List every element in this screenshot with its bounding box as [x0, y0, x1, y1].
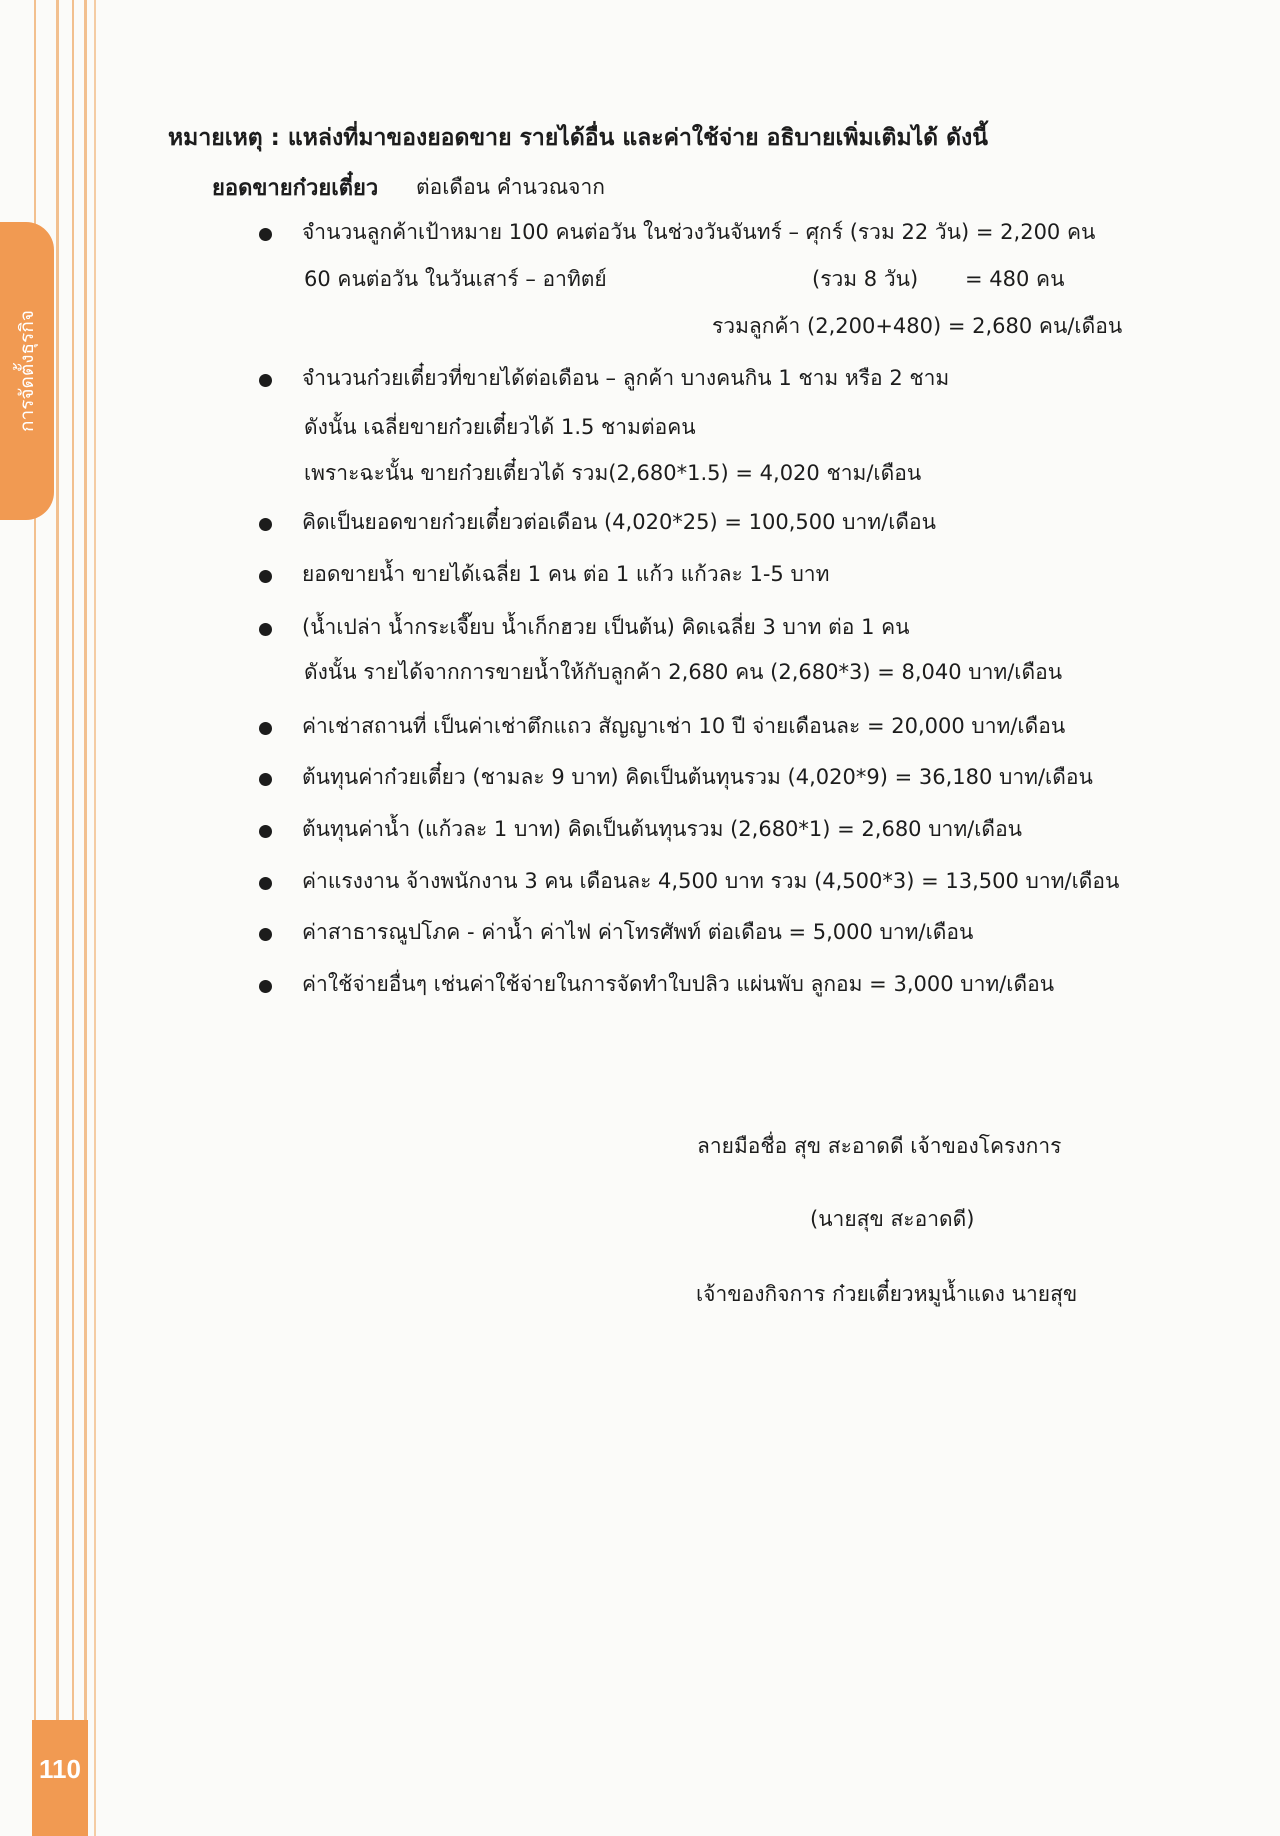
list-item-result: = 480 คน	[965, 267, 1065, 291]
business-owner: เจ้าของกิจการ ก๋วยเตี๋ยวหมูน้ำแดง นายสุข	[696, 1282, 1078, 1306]
list-item-line: จำนวนลูกค้าเป้าหมาย 100 คนต่อวัน ในช่วงวันจันทร์ – ศุกร์ (รวม 22 วัน) = 2,200 คน	[302, 220, 1096, 244]
bullet-icon	[259, 228, 272, 241]
section-title: ยอดขายก๋วยเตี๋ยว	[212, 176, 379, 201]
list-item-line: ค่าแรงงาน จ้างพนักงาน 3 คน เดือนละ 4,500 บาท รวม (4,500*3) = 13,500 บาท/เดือน	[302, 869, 1120, 893]
list-item-days: (รวม 8 วัน)	[812, 267, 919, 291]
list-item-line: ยอดขายน้ำ ขายได้เฉลี่ย 1 คน ต่อ 1 แก้ว แก้วละ 1-5 บาท	[302, 562, 830, 586]
list-item-line: ต้นทุนค่าน้ำ (แก้วละ 1 บาท) คิดเป็นต้นทุนรวม (2,680*1) = 2,680 บาท/เดือน	[302, 817, 1023, 841]
list-item-line: คิดเป็นยอดขายก๋วยเตี๋ยวต่อเดือน (4,020*25) = 100,500 บาท/เดือน	[302, 510, 936, 534]
bullet-icon	[259, 374, 272, 387]
bullet-icon	[259, 928, 272, 941]
bullet-icon	[259, 825, 272, 838]
list-item-line: ค่าใช้จ่ายอื่นๆ เช่นค่าใช้จ่ายในการจัดทำใบปลิว แผ่นพับ ลูกอม = 3,000 บาท/เดือน	[302, 972, 1055, 996]
page-number: 110	[39, 1754, 81, 1784]
chapter-side-tab-label: การจัดตั้งธุรกิจ	[16, 310, 38, 432]
list-item-line: ต้นทุนค่าก๋วยเตี๋ยว (ชามละ 9 บาท) คิดเป็นต้นทุนรวม (4,020*9) = 36,180 บาท/เดือน	[302, 765, 1093, 789]
bullet-icon	[259, 773, 272, 786]
list-item-line: ดังนั้น รายได้จากการขายน้ำให้กับลูกค้า 2,680 คน (2,680*3) = 8,040 บาท/เดือน	[304, 660, 1063, 684]
margin-stripe	[94, 0, 96, 1836]
list-item-line: ดังนั้น เฉลี่ยขายก๋วยเตี๋ยวได้ 1.5 ชามต่อคน	[304, 415, 696, 439]
bullet-icon	[259, 518, 272, 531]
margin-stripe	[84, 0, 87, 1836]
margin-stripe	[56, 0, 59, 1836]
note-heading: หมายเหตุ : แหล่งที่มาของยอดขาย รายได้อื่น และค่าใช้จ่าย อธิบายเพิ่มเติมได้ ดังนี้	[168, 125, 989, 151]
signature-line: ลายมือชื่อ สุข สะอาดดี เจ้าของโครงการ	[697, 1134, 1062, 1158]
list-item-line: เพราะฉะนั้น ขายก๋วยเตี๋ยวได้ รวม(2,680*1.5) = 4,020 ชาม/เดือน	[304, 461, 922, 485]
total-customers: รวมลูกค้า (2,200+480) = 2,680 คน/เดือน	[712, 314, 1123, 338]
margin-stripe	[72, 0, 74, 1836]
bullet-icon	[259, 570, 272, 583]
bullet-icon	[259, 877, 272, 890]
list-item-line: ค่าเช่าสถานที่ เป็นค่าเช่าตึกแถว สัญญาเช่า 10 ปี จ่ายเดือนละ = 20,000 บาท/เดือน	[302, 714, 1066, 738]
list-item-line: ค่าสาธารณูปโภค - ค่าน้ำ ค่าไฟ ค่าโทรศัพท์ ต่อเดือน = 5,000 บาท/เดือน	[302, 920, 974, 944]
signature-name: (นายสุข สะอาดดี)	[810, 1207, 975, 1231]
bullet-icon	[259, 623, 272, 636]
bullet-icon	[259, 722, 272, 735]
list-item-line: 60 คนต่อวัน ในวันเสาร์ – อาทิตย์	[304, 267, 607, 291]
section-subtitle: ต่อเดือน คำนวณจาก	[416, 175, 605, 199]
list-item-line: (น้ำเปล่า น้ำกระเจี๊ยบ น้ำเก็กฮวย เป็นต้น) คิดเฉลี่ย 3 บาท ต่อ 1 คน	[302, 615, 910, 639]
bullet-icon	[259, 980, 272, 993]
list-item-line: จำนวนก๋วยเตี๋ยวที่ขายได้ต่อเดือน – ลูกค้า บางคนกิน 1 ชาม หรือ 2 ชาม	[302, 366, 950, 390]
